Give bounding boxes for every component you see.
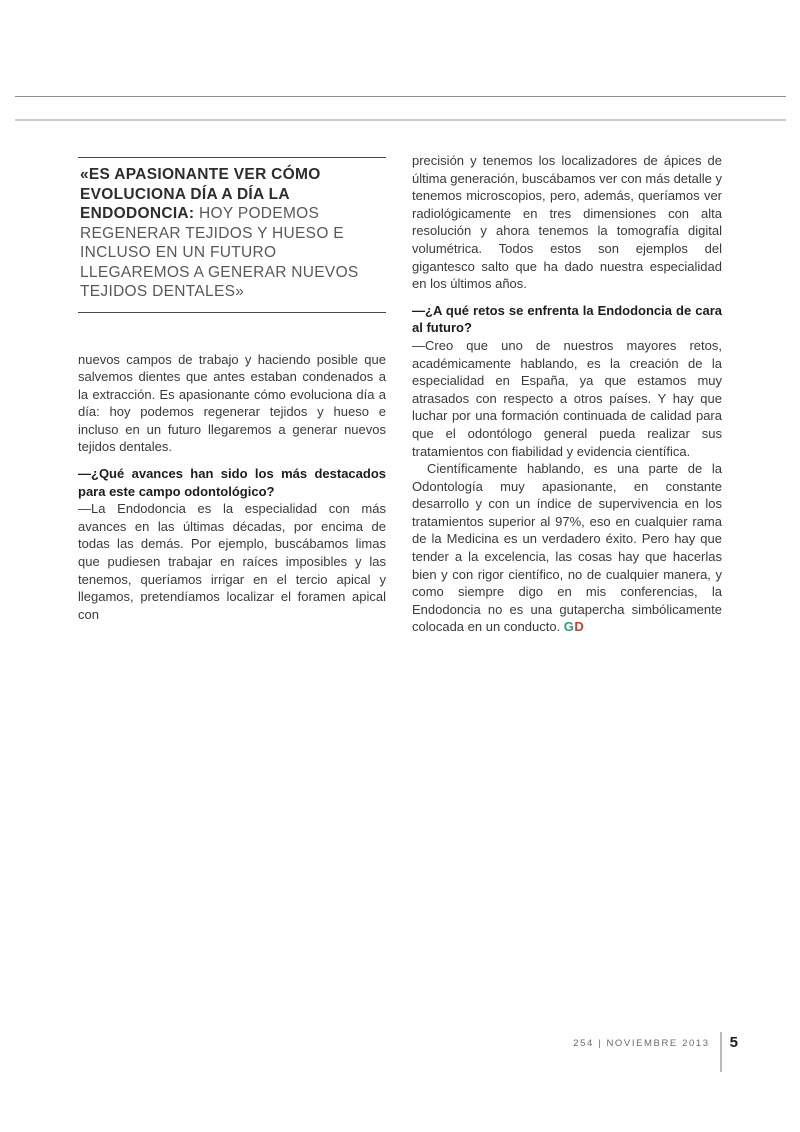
left-column [78,157,386,623]
logo-letter-d: D [574,619,585,635]
right-column [412,152,722,636]
left-column-body [78,351,386,624]
pull-quote-light-text: HOY PODEMOS REGENERAR TEJIDOS Y HUESO E INCLUSO EN UN FUTURO LLEGAREMOS A GENERAR NUEVOS TEJIDOS DENTALES» [80,205,359,300]
interview-answer [412,460,722,636]
issue-date-label: 254 | NOVIEMBRE 2013 [573,1038,710,1049]
page-footer [573,1032,738,1072]
answer-text: Científicamente hablando, es una parte de la Odontología muy apasionante, en constante desarrollo y con un índice de supervivencia en los tratamientos superior al 97%, eso en cualquier rama de la Medicina es un verdadero éxito. Pero hay que tender a la excelencia, las cosas hay que hacerlas bien y con rigor científico, no de cualquier manera, y como siempre digo en mis conferencias, la Endodoncia no es una gutapercha simbólicamente colocada en un conducto. [412,461,722,635]
interview-answer: —Creo que uno de nuestros mayores retos, académicamente hablando, es la creación de la especialidad en España, ya que estamos muy atrasados con respecto a otros países. Y hay que luchar por una formación continuada de calidad para que el odontólogo general pueda realizar sus tratamientos con fiabilidad y evidencia científica. [412,337,722,459]
interview-question: —¿A qué retos se enfrenta la Endodoncia de cara al futuro? [412,302,722,336]
top-rule-thick [15,119,786,121]
interview-question: —¿Qué avances han sido los más destacados para este campo odontológico? [78,466,386,499]
body-paragraph: nuevos campos de trabajo y haciendo posible que salvemos dientes que antes estaban condenados a la extracción. Es apasionante cómo evoluciona día a día: hoy podemos regenerar tejidos y hueso e incluso en un futuro llegaremos a generar nuevos tejidos dentales. [78,351,386,455]
body-paragraph: precisión y tenemos los localizadores de ápices de última generación, buscábamos ver con más detalle y tenemos microscopios, pero, además, queríamos ver radiológicamente en tres dimensiones con alta resolución y ahora tenemos la tomografía digital volumétrica. Todos estos son ejemplos del gigantesco salto que ha dado nuestra especialidad en los últimos años. [412,153,722,292]
right-column-body [412,152,722,636]
pull-quote-bold-text: «ES APASIONANTE VER CÓMO EVOLUCIONA DÍA A DÍA LA ENDODONCIA: [80,166,321,222]
page-number: 5 [729,1034,738,1051]
top-rule-thin [15,96,786,97]
logo-letter-g: G [563,619,575,635]
gaceta-dental-end-logo [564,619,585,634]
interview-answer: —La Endodoncia es la especialidad con más avances en las últimas décadas, por encima de todas las demás. Por ejemplo, buscábamos limas que pudiesen trabajar en raíces imposibles y las tenemos, queríamos irrigar en el tercio apical y llegamos, pretendíamos localizar el foramen apical con [78,501,386,622]
pull-quote [78,157,386,313]
footer-divider [720,1032,722,1072]
